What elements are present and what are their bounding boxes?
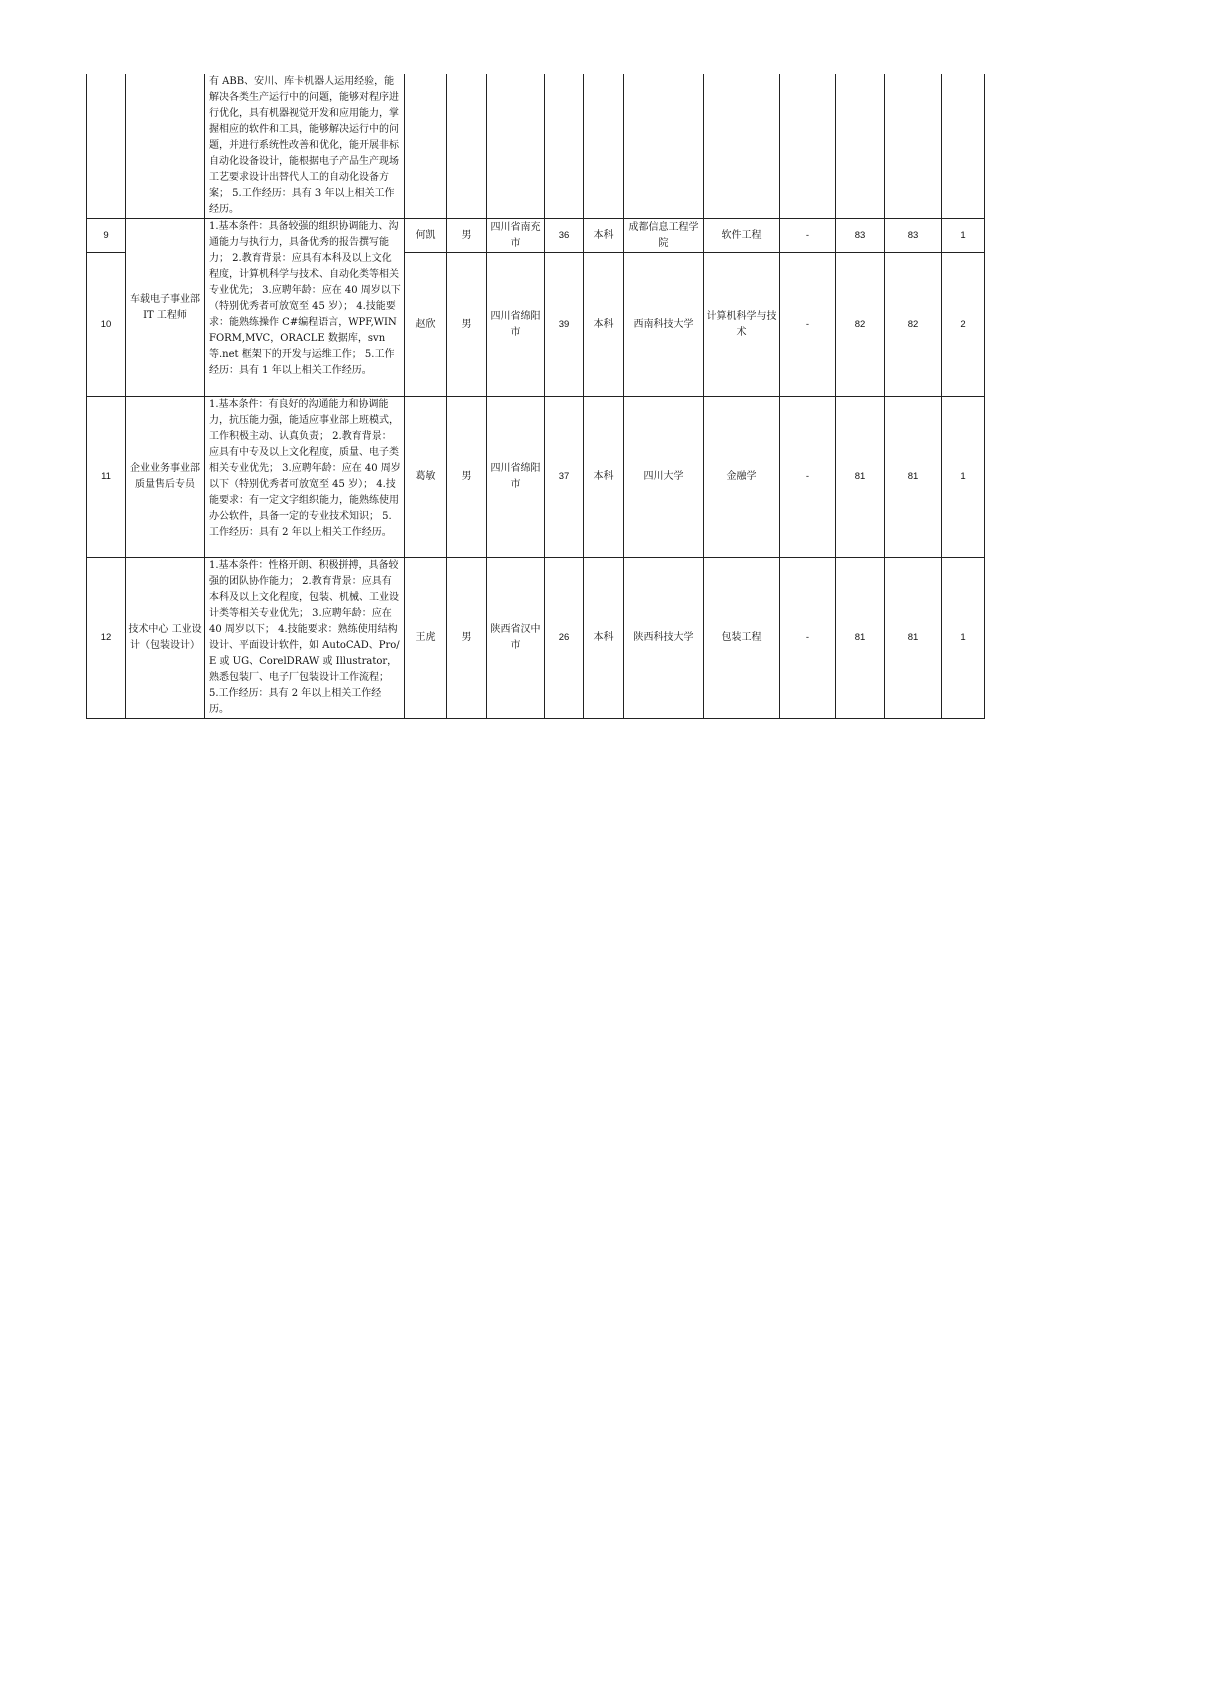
cell-name: 葛敏 [405,397,447,558]
cell-major: 软件工程 [704,219,780,253]
cell-school: 四川大学 [624,397,704,558]
cell-extra: - [780,219,836,253]
cell-education: 本科 [584,219,624,253]
cell-age: 36 [545,219,584,253]
cell-extra: - [780,253,836,397]
continuation-row [87,74,985,219]
cell-school [624,74,704,219]
cell-age [545,74,584,219]
cell-position: 企业业务事业部 质量售后专员 [126,397,205,558]
cell-extra [780,74,836,219]
cell-gender: 男 [447,219,487,253]
cell-no: 9 [87,219,126,253]
recruitment-table-sheet [86,74,985,719]
cell-position: 技术中心 工业设计（包装设计） [126,558,205,719]
cell-education: 本科 [584,558,624,719]
table-row [87,397,985,558]
cell-school: 陕西科技大学 [624,558,704,719]
cell-position: 车载电子事业部 IT 工程师 [126,219,205,397]
cell-requirements: 有 ABB、安川、库卡机器人运用经验，能解决各类生产运行中的问题，能够对程序进行优化，具有机器视觉开发和应用能力，掌握相应的软件和工具，能够解决运行中的问题，并进行系统性改善和优化，能开展非标自动化设备设计，能根据电子产品生产现场工艺要求设计出替代人工的自动化设备方案； 5.工作经历：具有 3 年以上相关工作经历。 [205,74,405,219]
cell-gender [447,74,487,219]
cell-major [704,74,780,219]
cell-score-1 [836,74,885,219]
cell-name: 赵欣 [405,253,447,397]
cell-score-1: 81 [836,397,885,558]
cell-score-2: 82 [885,253,942,397]
cell-score-2 [885,74,942,219]
cell-major: 金融学 [704,397,780,558]
cell-name: 何凯 [405,219,447,253]
cell-name: 王虎 [405,558,447,719]
candidate-table [86,74,985,719]
cell-origin [487,74,545,219]
cell-rank: 1 [942,558,985,719]
cell-major: 包装工程 [704,558,780,719]
cell-extra: - [780,558,836,719]
table-row [87,219,985,253]
cell-no: 12 [87,558,126,719]
cell-score-1: 81 [836,558,885,719]
cell-no [87,74,126,219]
cell-age: 39 [545,253,584,397]
cell-no: 11 [87,397,126,558]
cell-no: 10 [87,253,126,397]
cell-position [126,74,205,219]
cell-origin: 四川省绵阳市 [487,253,545,397]
cell-rank [942,74,985,219]
cell-rank: 1 [942,397,985,558]
cell-origin: 陕西省汉中市 [487,558,545,719]
cell-gender: 男 [447,253,487,397]
cell-name [405,74,447,219]
cell-requirements: 1.基本条件：有良好的沟通能力和协调能力，抗压能力强，能适应事业部上班模式，工作积极主动、认真负责； 2.教育背景：应具有中专及以上文化程度，质量、电子类相关专业优先； 3.应聘年龄：应在 40 周岁以下（特别优秀者可放宽至 45 岁）； 4.技能要求：有一定文字组织能力，能熟练使用办公软件，具备一定的专业技术知识； 5.工作经历：具有 2 年以上相关工作经历。 [205,397,405,558]
cell-extra: - [780,397,836,558]
cell-rank: 2 [942,253,985,397]
cell-education [584,74,624,219]
cell-origin: 四川省南充市 [487,219,545,253]
cell-age: 26 [545,558,584,719]
cell-score-2: 81 [885,558,942,719]
cell-education: 本科 [584,397,624,558]
cell-age: 37 [545,397,584,558]
cell-education: 本科 [584,253,624,397]
table-row [87,558,985,719]
cell-requirements: 1.基本条件：性格开朗、积极拼搏，具备较强的团队协作能力； 2.教育背景：应具有本科及以上文化程度，包装、机械、工业设计类等相关专业优先； 3.应聘年龄：应在 40 周岁以下； 4.技能要求：熟练使用结构设计、平面设计软件，如 AutoCAD、Pro/E 或 UG、CorelDRAW 或 Illustrator，熟悉包装厂、电子厂包装设计工作流程； 5.工作经历：具有 2 年以上相关工作经历。 [205,558,405,719]
cell-origin: 四川省绵阳市 [487,397,545,558]
cell-score-1: 82 [836,253,885,397]
cell-gender: 男 [447,558,487,719]
cell-score-2: 81 [885,397,942,558]
cell-gender: 男 [447,397,487,558]
cell-requirements: 1.基本条件：具备较强的组织协调能力、沟通能力与执行力，具备优秀的报告撰写能力； 2.教育背景：应具有本科及以上文化程度，计算机科学与技术、自动化类等相关专业优先； 3.应聘年龄：应在 40 周岁以下（特别优秀者可放宽至 45 岁）； 4.技能要求：能熟练操作 C#编程语言，WPF,WINFORM,MVC，ORACLE 数据库，svn 等.net 框架下的开发与运维工作； 5.工作经历：具有 1 年以上相关工作经历。 [205,219,405,397]
cell-score-1: 83 [836,219,885,253]
cell-school: 西南科技大学 [624,253,704,397]
cell-major: 计算机科学与技术 [704,253,780,397]
cell-rank: 1 [942,219,985,253]
cell-school: 成都信息工程学院 [624,219,704,253]
cell-score-2: 83 [885,219,942,253]
